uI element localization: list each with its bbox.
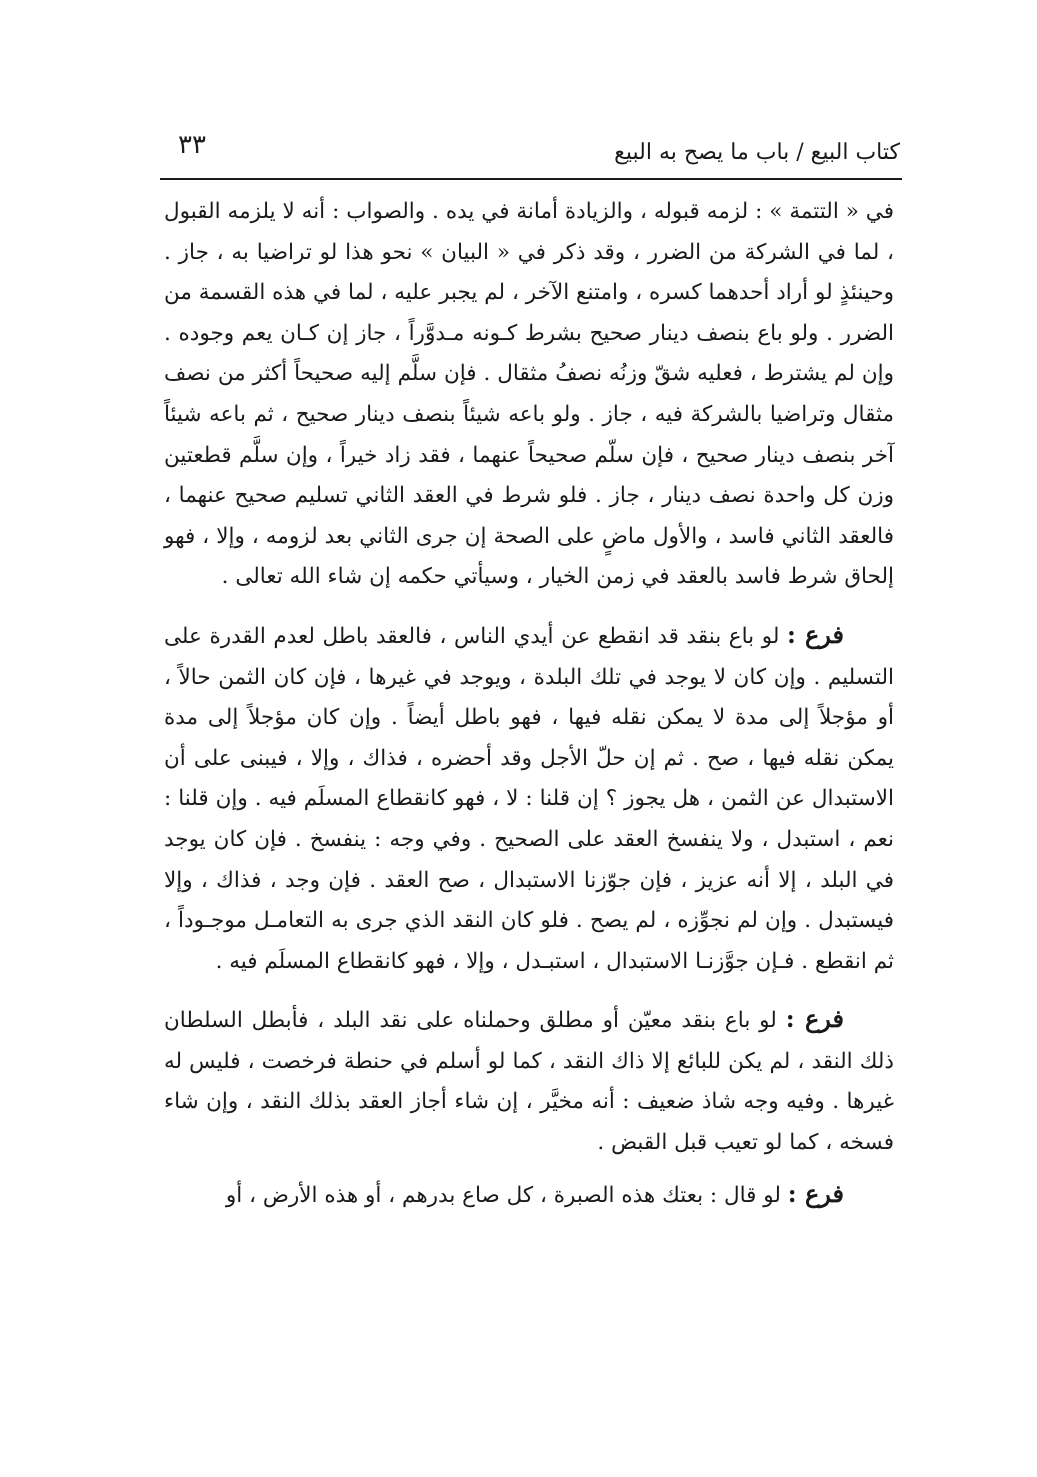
- paragraph-text: في « التتمة » : لزمه قبوله ، والزيادة أمانة في يده . والصواب : أنه لا يلزمه القبول ، لما في الشركة من الضرر ، وقد ذكر في « البيان » نحو هذا لو تراضيا به ، جاز . وحينئذٍ لو أراد أحدهما كسره ، وامتنع الآخر ، لم يجبر عليه ، لما في هذه القسمة من الضرر . ولو باع بنصف دينار صحيح بشرط كـونه مـدوَّراً ، جاز إن كـان يعم وجوده . وإن لم يشترط ، فعليه شقّ وزنُه نصفُ مثقال . فإن سلَّم إليه صحيحاً أكثر من نصف مثقال وتراضيا بالشركة فيه ، جاز . ولو باعه شيئاً بنصف دينار صحيح ، ثم باعه شيئاً آخر بنصف دينار صحيح ، فإن سلّم صحيحاً عنهما ، فقد زاد خيراً ، وإن سلَّم قطعتين وزن كل واحدة نصف دينار ، جاز . فلو شرط في العقد الثاني تسليم صحيح عنهما ، فالعقد الثاني فاسد ، والأول ماضٍ على الصحة إن جرى الثاني بعد لزومه ، وإلا ، فهو إلحاق شرط فاسد بالعقد في زمن الخيار ، وسيأتي حكمه إن شاء الله تعالى .: [164, 199, 894, 590]
- page-number: ٣٣: [178, 130, 206, 160]
- header-divider: [160, 178, 902, 180]
- running-title: كتاب البيع / باب ما يصح به البيع: [614, 140, 900, 165]
- section-heading: فرع :: [785, 1004, 844, 1034]
- paragraph: [164, 999, 894, 1163]
- paragraph-text: لو باع بنقد قد انقطع عن أيدي الناس ، فالعقد باطل لعدم القدرة على التسليم . وإن كان لا يوجد في تلك البلدة ، ويوجد في غيرها ، فإن كان الثمن حالاً ، أو مؤجلاً إلى مدة لا يمكن نقله فيها ، فهو باطل أيضاً . وإن كان مؤجلاً إلى مدة يمكن نقله فيها ، صح . ثم إن حلّ الأجل وقد أحضره ، فذاك ، وإلا ، فيبنى على أن الاستبدال عن الثمن ، هل يجوز ؟ إن قلنا : لا ، فهو كانقطاع المسلَم فيه . وإن قلنا : نعم ، استبدل ، ولا ينفسخ العقد على الصحيح . وفي وجه : ينفسخ . فإن كان يوجد في البلد ، إلا أنه عزيز ، فإن جوّزنا الاستبدال ، صح العقد . فإن وجد ، فذاك ، وإلا فيستبدل . وإن لم نجوِّزه ، لم يصح . فلو كان النقد الذي جرى به التعامـل موجـوداً ، ثم انقطع . فـإن جوَّزنـا الاستبدال ، استبـدل ، وإلا ، فهو كانقطاع المسلَم فيه .: [164, 623, 894, 974]
- running-header: [160, 126, 900, 178]
- paragraph: [164, 1174, 894, 1217]
- section-heading: فرع :: [787, 1178, 844, 1208]
- body-text: [164, 192, 894, 1216]
- section-heading: فرع :: [786, 619, 844, 649]
- paragraph: [164, 615, 894, 982]
- paragraph-text: لو قال : بعتك هذه الصبرة ، كل صاع بدرهم ، أو هذه الأرض ، أو: [225, 1182, 781, 1208]
- paragraph-text: لو باع بنقد معيّن أو مطلق وحملناه على نقد البلد ، فأبطل السلطان ذلك النقد ، لم يكن للبائع إلا ذاك النقد ، كما لو أسلم في حنطة فرخصت ، فليس له غيرها . وفيه وجه شاذ ضعيف : أنه مخيَّر ، إن شاء أجاز العقد بذلك النقد ، وإن شاء فسخه ، كما لو تعيب قبل القبض .: [164, 1008, 894, 1156]
- paragraph: [164, 192, 894, 598]
